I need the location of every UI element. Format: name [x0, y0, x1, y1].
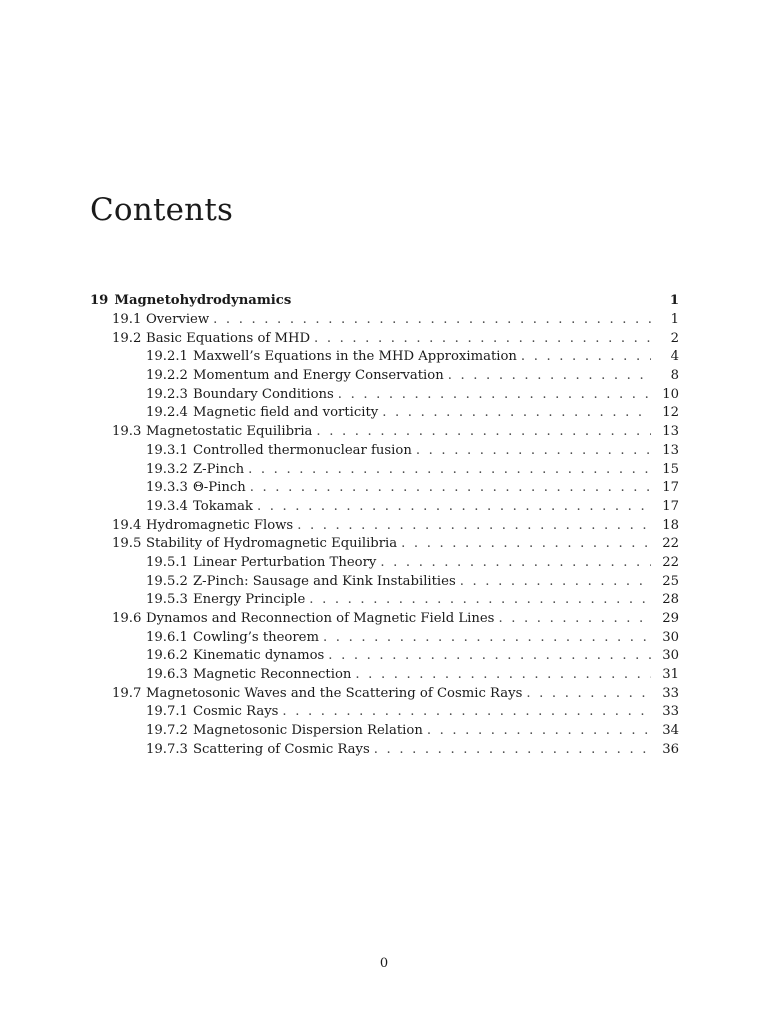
toc-leader — [416, 442, 651, 461]
toc-entry-number: 19.5.3 — [146, 592, 188, 608]
toc-entry-number: 19.5.2 — [146, 573, 188, 589]
toc-entry-page: 17 — [662, 498, 679, 514]
toc-entry-page: 12 — [662, 405, 679, 421]
toc-subsection-row[interactable] — [90, 741, 679, 760]
toc-entry-title: Boundary Conditions — [193, 386, 338, 405]
toc-entry-number: 19.4 — [112, 517, 142, 533]
toc-subsection-row[interactable] — [90, 591, 679, 610]
toc-entry-page: 1 — [670, 312, 679, 327]
toc-subsection-row[interactable] — [90, 367, 679, 386]
toc-subsection-row[interactable] — [90, 666, 679, 685]
toc-entry-title: Basic Equations of MHD — [146, 330, 314, 349]
toc-entry-number: 19.2.4 — [146, 405, 188, 421]
toc-entry-number: 19.3 — [112, 424, 142, 440]
table-of-contents — [90, 292, 679, 760]
toc-chapter-title: Magnetohydrodynamics — [114, 292, 295, 311]
toc-entries — [90, 311, 679, 760]
toc-subsection-row[interactable] — [90, 442, 679, 461]
toc-subsection-row[interactable] — [90, 348, 679, 367]
toc-entry-page: 30 — [662, 629, 679, 645]
toc-leader — [248, 461, 651, 480]
toc-subsection-row[interactable] — [90, 573, 679, 592]
toc-leader — [401, 535, 651, 554]
toc-entry-title: Linear Perturbation Theory — [193, 554, 380, 573]
toc-subsection-row[interactable] — [90, 461, 679, 480]
toc-section-row[interactable] — [90, 330, 679, 349]
toc-entry-number: 19.7.3 — [146, 741, 188, 757]
toc-entry-title: Tokamak — [193, 498, 257, 517]
toc-entry-number: 19.3.1 — [146, 442, 188, 458]
toc-entry-title: Magnetosonic Waves and the Scattering of Cosmic Rays — [146, 685, 526, 704]
toc-section-row[interactable] — [90, 685, 679, 704]
toc-leader — [338, 386, 651, 405]
toc-leader — [448, 367, 651, 386]
toc-section-row[interactable] — [90, 517, 679, 536]
toc-subsection-row[interactable] — [90, 647, 679, 666]
toc-leader — [460, 573, 651, 592]
toc-entry-page: 18 — [662, 517, 679, 533]
toc-entry-page: 33 — [662, 685, 679, 701]
toc-entry-title: Θ-Pinch — [193, 479, 250, 498]
toc-chapter-number: 19 — [90, 293, 109, 308]
toc-entry-number: 19.3.3 — [146, 480, 188, 496]
toc-entry-title: Scattering of Cosmic Rays — [193, 741, 374, 760]
toc-entry-title: Cosmic Rays — [193, 703, 282, 722]
toc-leader — [316, 423, 651, 442]
toc-entry-page: 10 — [662, 386, 679, 402]
toc-subsection-row[interactable] — [90, 722, 679, 741]
toc-entry-page: 28 — [662, 592, 679, 608]
toc-entry-title: Kinematic dynamos — [193, 647, 328, 666]
toc-section-row[interactable] — [90, 423, 679, 442]
toc-entry-title: Cowling’s theorem — [193, 629, 323, 648]
toc-entry-page: 34 — [662, 723, 679, 739]
toc-entry-number: 19.6.2 — [146, 648, 188, 664]
toc-entry-page: 22 — [662, 536, 679, 552]
toc-entry-title: Magnetic field and vorticity — [193, 404, 382, 423]
toc-entry-title: Momentum and Energy Conservation — [193, 367, 448, 386]
toc-leader — [355, 666, 651, 685]
toc-entry-number: 19.7.2 — [146, 723, 188, 739]
toc-entry-page: 22 — [662, 554, 679, 570]
toc-entry-number: 19.3.4 — [146, 498, 188, 514]
toc-entry-page: 2 — [670, 330, 679, 346]
toc-entry-title: Hydromagnetic Flows — [146, 517, 297, 536]
toc-leader — [309, 591, 651, 610]
toc-entry-title: Magnetostatic Equilibria — [146, 423, 316, 442]
toc-entry-page: 13 — [662, 442, 679, 458]
toc-entry-number: 19.2.2 — [146, 368, 188, 384]
toc-entry-page: 25 — [662, 573, 679, 589]
toc-subsection-row[interactable] — [90, 629, 679, 648]
toc-entry-title: Magnetosonic Dispersion Relation — [193, 722, 427, 741]
toc-entry-title: Stability of Hydromagnetic Equilibria — [146, 535, 401, 554]
toc-entry-number: 19.2.3 — [146, 386, 188, 402]
page-title: Contents — [90, 192, 234, 228]
toc-entry-number: 19.5.1 — [146, 554, 188, 570]
toc-chapter-row[interactable] — [90, 292, 679, 311]
toc-leader — [257, 498, 651, 517]
toc-entry-page: 15 — [662, 461, 679, 477]
toc-entry-title: Dynamos and Reconnection of Magnetic Field Lines — [146, 610, 498, 629]
toc-subsection-row[interactable] — [90, 479, 679, 498]
toc-subsection-row[interactable] — [90, 554, 679, 573]
toc-entry-title: Controlled thermonuclear fusion — [193, 442, 416, 461]
toc-entry-title: Energy Principle — [193, 591, 309, 610]
toc-entry-page: 8 — [670, 368, 679, 384]
toc-leader — [314, 330, 651, 349]
toc-leader — [374, 741, 651, 760]
toc-entry-page: 13 — [662, 424, 679, 440]
toc-entry-page: 31 — [662, 667, 679, 683]
toc-leader — [297, 517, 651, 536]
toc-entry-title: Maxwell’s Equations in the MHD Approximation — [193, 348, 521, 367]
toc-subsection-row[interactable] — [90, 386, 679, 405]
toc-subsection-row[interactable] — [90, 703, 679, 722]
toc-entry-number: 19.5 — [112, 536, 142, 552]
toc-subsection-row[interactable] — [90, 404, 679, 423]
toc-leader — [213, 311, 651, 330]
toc-leader — [498, 610, 651, 629]
toc-entry-number: 19.2 — [112, 330, 142, 346]
toc-leader — [282, 703, 651, 722]
toc-entry-number: 19.2.1 — [146, 349, 188, 365]
toc-entry-page: 17 — [662, 480, 679, 496]
toc-leader — [250, 479, 651, 498]
toc-leader — [380, 554, 651, 573]
page-number: 0 — [379, 956, 389, 971]
toc-entry-number: 19.7.1 — [146, 704, 188, 720]
toc-chapter-page: 1 — [669, 293, 679, 308]
toc-leader — [526, 685, 651, 704]
toc-leader — [427, 722, 651, 741]
toc-entry-title: Overview — [146, 311, 213, 330]
toc-entry-page: 30 — [662, 648, 679, 664]
toc-section-row[interactable] — [90, 535, 679, 554]
toc-leader — [323, 629, 651, 648]
toc-entry-title: Z-Pinch: Sausage and Kink Instabilities — [193, 573, 460, 592]
toc-leader — [521, 348, 651, 367]
toc-entry-page: 4 — [670, 349, 679, 365]
toc-entry-page: 29 — [662, 611, 679, 626]
toc-entry-page: 36 — [662, 741, 679, 757]
toc-entry-number: 19.6.1 — [146, 629, 188, 645]
toc-leader — [328, 647, 651, 666]
toc-entry-number: 19.6 — [112, 611, 142, 626]
toc-subsection-row[interactable] — [90, 498, 679, 517]
toc-section-row[interactable] — [90, 610, 679, 629]
toc-entry-number: 19.7 — [112, 685, 142, 701]
toc-entry-title: Magnetic Reconnection — [193, 666, 355, 685]
toc-entry-number: 19.3.2 — [146, 461, 188, 477]
toc-entry-number: 19.6.3 — [146, 667, 188, 683]
toc-entry-number: 19.1 — [112, 312, 142, 327]
toc-section-row[interactable] — [90, 311, 679, 330]
toc-entry-title: Z-Pinch — [193, 461, 248, 480]
toc-entry-page: 33 — [662, 704, 679, 720]
toc-leader — [382, 404, 651, 423]
